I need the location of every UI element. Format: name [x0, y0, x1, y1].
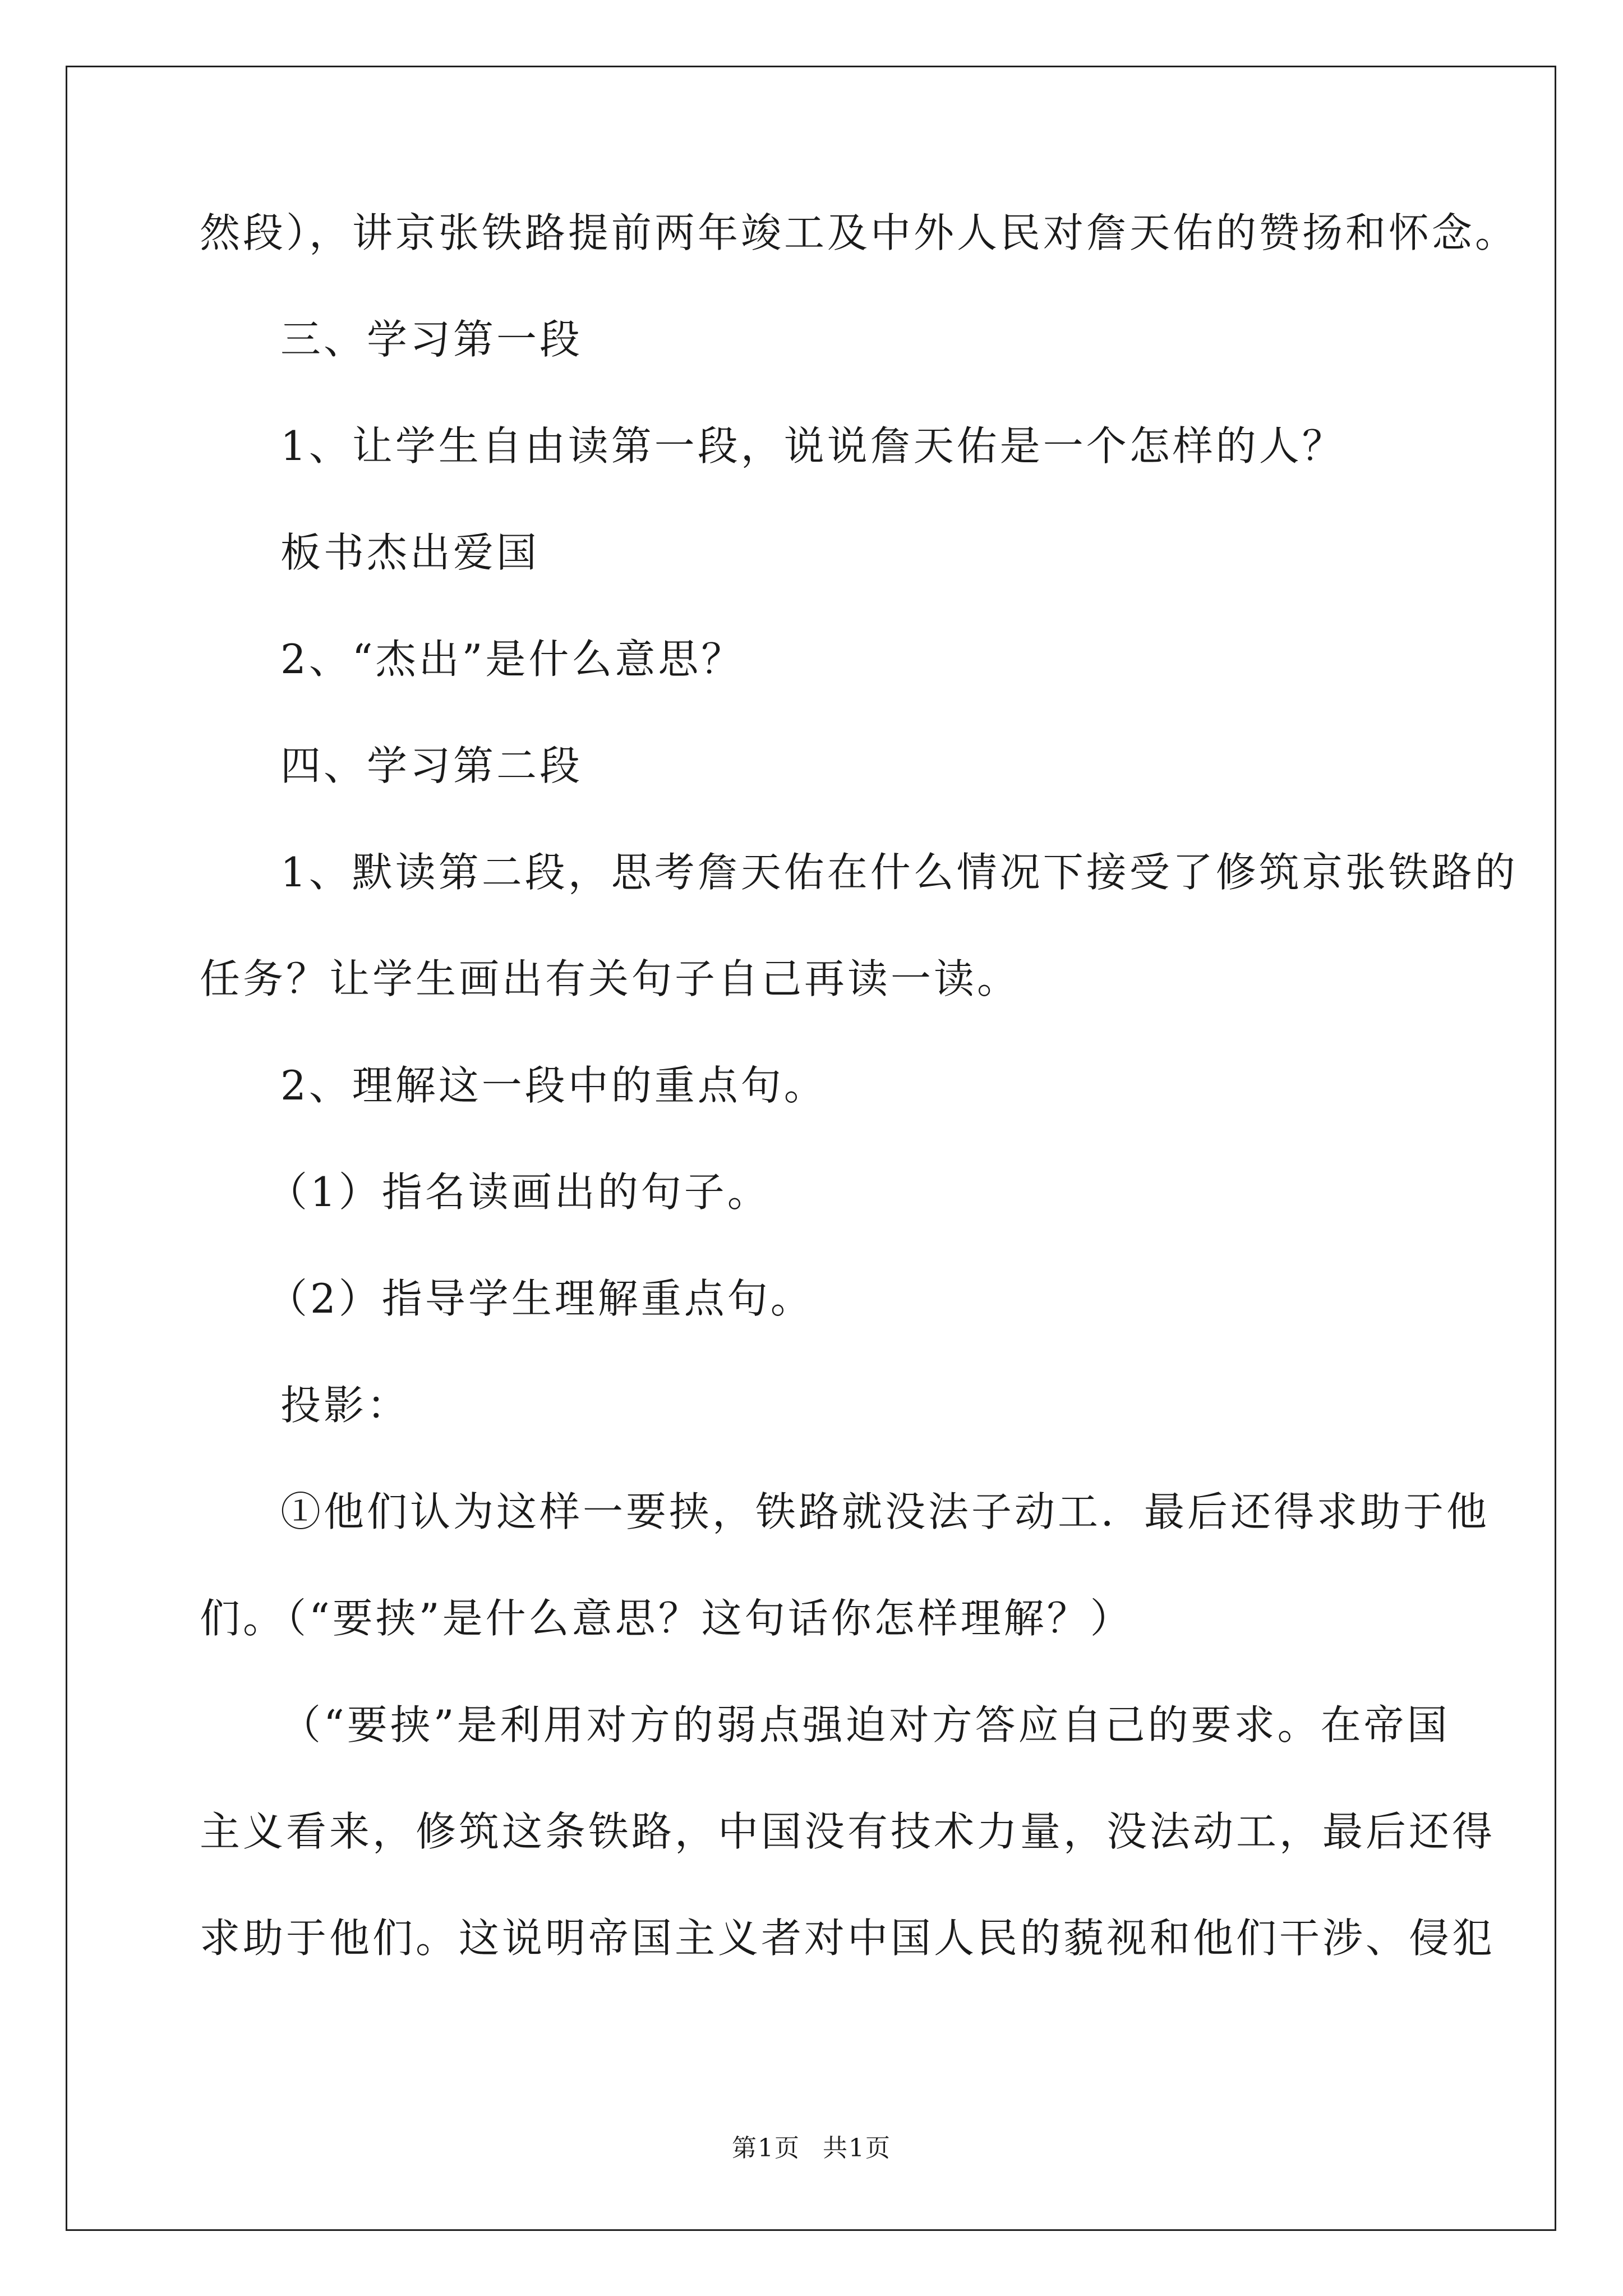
page-border	[66, 66, 1556, 2231]
section-heading: 四、学习第二段	[280, 742, 583, 789]
text-line: 求助于他们。这说明帝国主义者对中国人民的藐视和他们干涉、侵犯	[200, 1915, 1496, 1962]
text-line: ①他们认为这样一要挟，铁路就没法子动工．最后还得求助于他	[280, 1488, 1490, 1535]
text-line: （2）指导学生理解重点句。	[267, 1275, 814, 1322]
text-line: 投影：	[280, 1382, 411, 1429]
page-total: 共1页	[823, 2134, 891, 2162]
text-line: 2、“杰出”是什么意思？	[280, 636, 745, 683]
page-number: 第1页	[732, 2134, 800, 2162]
text-line: 2、理解这一段中的重点句。	[280, 1062, 827, 1109]
section-heading: 三、学习第一段	[280, 316, 583, 363]
text-line: （“要挟”是利用对方的弱点强迫对方答应自己的要求。在帝国	[280, 1701, 1450, 1749]
text-line: 1、默读第二段，思考詹天佑在什么情况下接受了修筑京张铁路的	[280, 849, 1518, 896]
text-line: （1）指名读画出的句子。	[267, 1168, 771, 1216]
text-line: 们。（“要挟”是什么意思？这句话你怎样理解？）	[200, 1595, 1133, 1642]
text-line: 然段），讲京张铁路提前两年竣工及中外人民对詹天佑的赞扬和怀念。	[200, 209, 1519, 256]
page-footer	[0, 2132, 1623, 2165]
text-line: 板书杰出爱国	[280, 529, 540, 576]
text-line: 1、让学生自由读第一段，说说詹天佑是一个怎样的人？	[280, 422, 1345, 470]
text-line: 主义看来，修筑这条铁路，中国没有技术力量，没法动工，最后还得	[200, 1808, 1496, 1855]
text-line: 任务？让学生画出有关句子自己再读一读。	[200, 955, 1021, 1002]
